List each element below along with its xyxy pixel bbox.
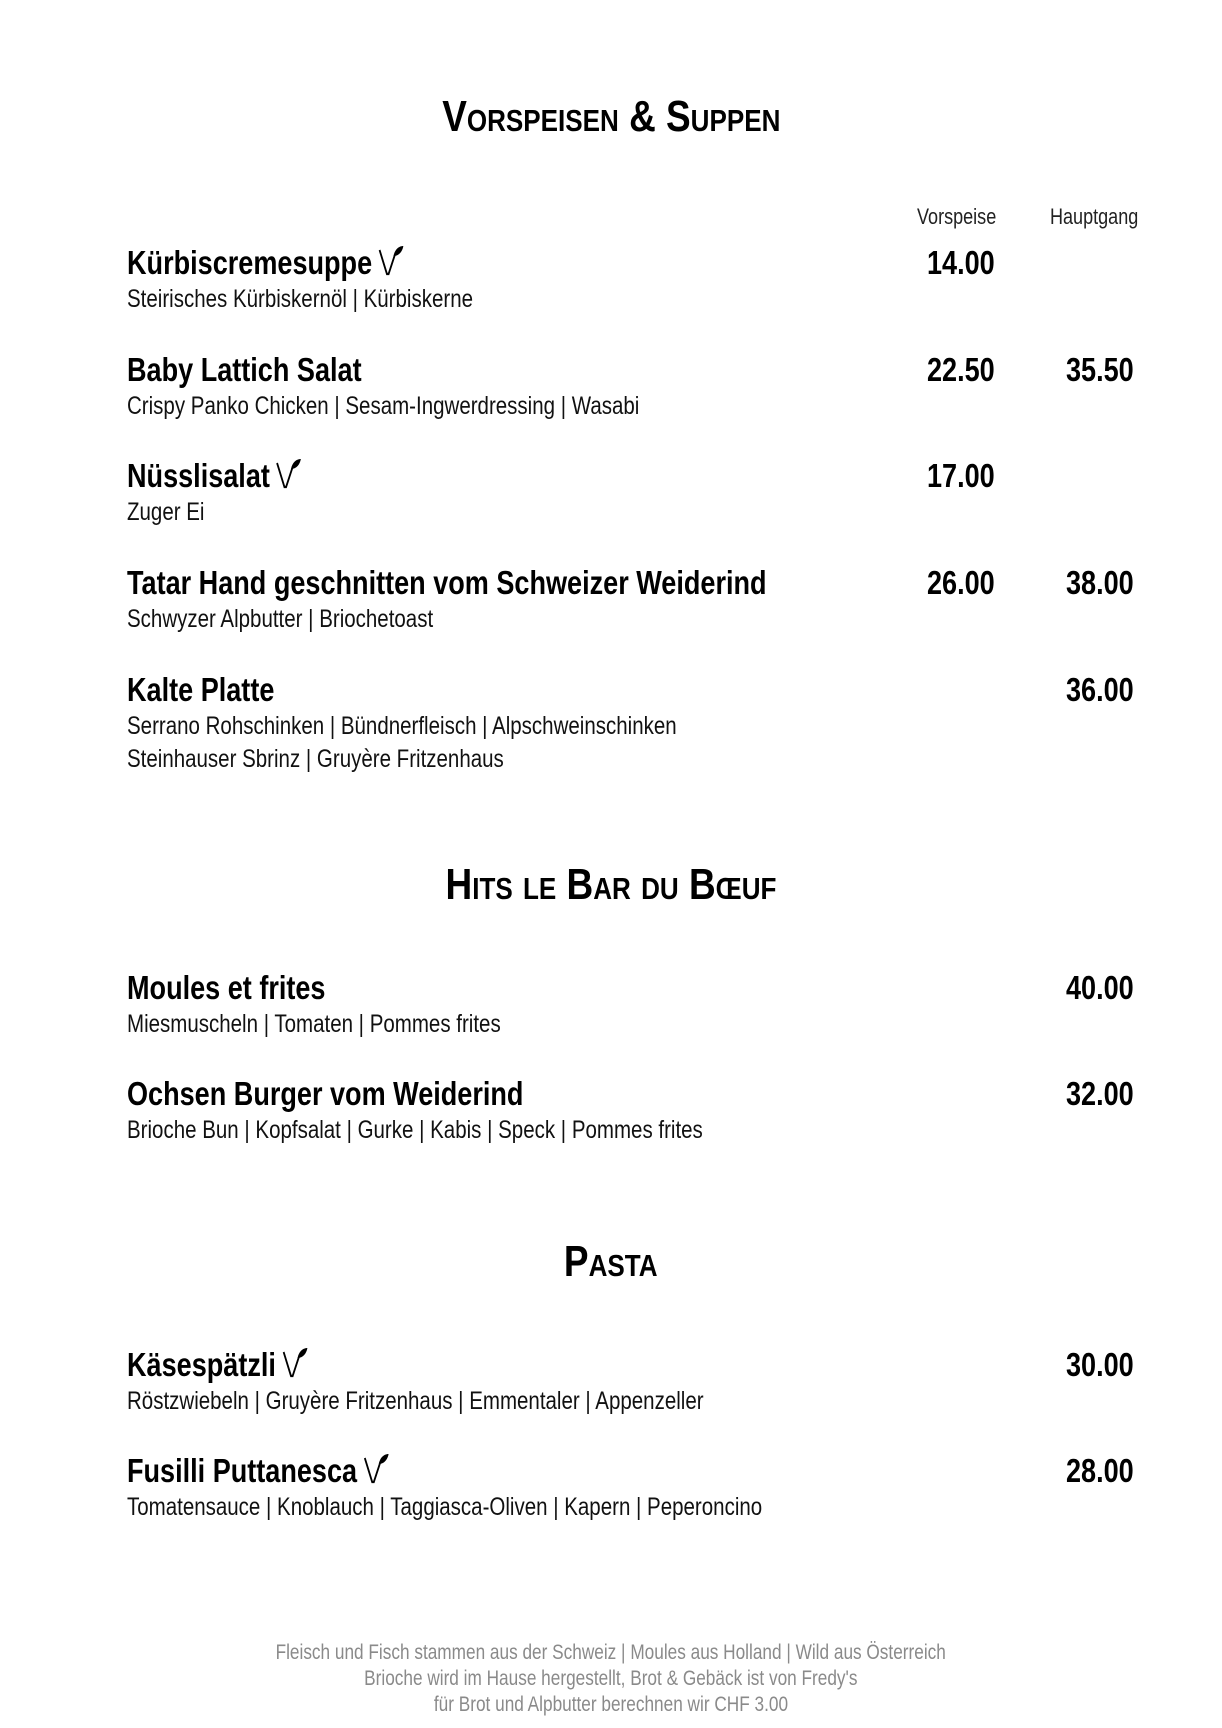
menu-item xyxy=(127,456,1127,529)
footer-note xyxy=(0,1640,1222,1718)
column-header-vorspeise: Vorspeise xyxy=(917,204,997,229)
menu-item-name: Kürbiscremesuppe xyxy=(127,243,1127,283)
menu-item xyxy=(127,1451,1134,1524)
menu-item-name: Moules et frites xyxy=(127,969,326,1006)
menu-item xyxy=(127,563,1134,636)
menu-item-description: Zuger Ei xyxy=(127,498,205,526)
menu-item-name: Tatar Hand geschnitten vom Schweizer Weiderind xyxy=(127,564,767,601)
price: 32.00 xyxy=(1066,1075,1134,1112)
price: 40.00 xyxy=(1066,969,1134,1006)
price-vorspeise: 26.00 xyxy=(927,564,995,601)
footer-line: Fleisch und Fisch stammen aus der Schweiz | Moules aus Holland | Wild aus Österreich xyxy=(275,1641,947,1664)
footer-line: für Brot und Alpbutter berechnen wir CHF 3.00 xyxy=(433,1693,789,1716)
section-title-pasta: Pasta xyxy=(564,1237,658,1286)
menu-item xyxy=(127,968,1134,1041)
leaf-v-icon xyxy=(377,244,405,278)
menu-item xyxy=(127,243,1127,316)
menu-item-description: Brioche Bun | Kopfsalat | Gurke | Kabis | Speck | Pommes frites xyxy=(127,1116,703,1144)
section-title-vorspeisen: Vorspeisen & Suppen xyxy=(441,92,781,141)
menu-item-name: Kalte Platte xyxy=(127,671,275,708)
menu-item-name: Fusilli Puttanesca xyxy=(127,1451,1127,1491)
menu-item-name: Ochsen Burger vom Weiderind xyxy=(127,1075,524,1112)
menu-item-name: Nüsslisalat xyxy=(127,456,1127,496)
price-vorspeise: 17.00 xyxy=(927,457,995,494)
menu-item-description: Tomatensauce | Knoblauch | Taggiasca-Oliven | Kapern | Peperoncino xyxy=(127,1493,763,1521)
price: 30.00 xyxy=(1066,1346,1134,1383)
menu-item xyxy=(127,670,1134,776)
leaf-v-icon xyxy=(281,1346,309,1380)
menu-item-name: Baby Lattich Salat xyxy=(127,351,362,388)
menu-item-description: Steinhauser Sbrinz | Gruyère Fritzenhaus xyxy=(127,745,504,773)
leaf-v-icon xyxy=(275,457,303,491)
price-hauptgang: 38.00 xyxy=(1066,564,1134,601)
menu-item xyxy=(127,1074,1134,1147)
section-title-hits: Hits le Bar du Bœuf xyxy=(445,860,777,909)
menu-item xyxy=(127,1345,1134,1418)
menu-item-description: Crispy Panko Chicken | Sesam-Ingwerdressing | Wasabi xyxy=(127,392,640,420)
leaf-v-icon xyxy=(362,1452,390,1486)
price: 28.00 xyxy=(1066,1452,1134,1489)
column-header-hauptgang: Hauptgang xyxy=(1050,204,1139,229)
menu-item-description: Röstzwiebeln | Gruyère Fritzenhaus | Emmentaler | Appenzeller xyxy=(127,1387,704,1415)
price-hauptgang: 35.50 xyxy=(1066,351,1134,388)
menu-item-description: Serrano Rohschinken | Bündnerfleisch | Alpschweinschinken xyxy=(127,712,677,740)
menu-item-name: Käsespätzli xyxy=(127,1345,1127,1385)
menu-item-description: Steirisches Kürbiskernöl | Kürbiskerne xyxy=(127,285,474,313)
price-vorspeise: 14.00 xyxy=(927,244,995,281)
menu-item xyxy=(127,350,1134,423)
menu-item-description: Miesmuscheln | Tomaten | Pommes frites xyxy=(127,1010,501,1038)
price-hauptgang: 36.00 xyxy=(1066,671,1134,708)
footer-line: Brioche wird im Hause hergestellt, Brot & Gebäck ist von Fredy's xyxy=(364,1667,858,1690)
price-vorspeise: 22.50 xyxy=(927,351,995,388)
menu-item-description: Schwyzer Alpbutter | Briochetoast xyxy=(127,605,434,633)
